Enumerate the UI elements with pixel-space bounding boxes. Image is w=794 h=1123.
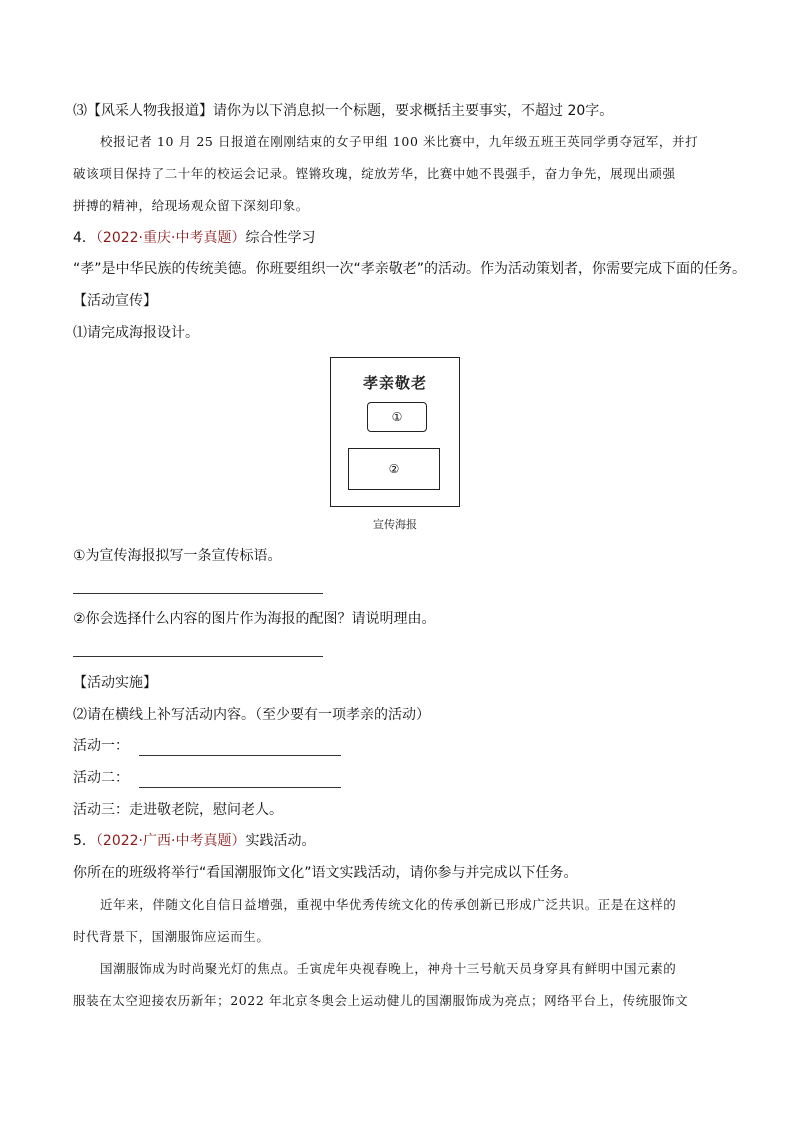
q3-news-line-2: 破该项目保持了二十年的校运会记录。铿锵玫瑰，绽放芳华，比赛中她不畏强手，奋力争先，展现出顽强: [73, 166, 676, 181]
q3-news-line-3: 拼搏的精神，给现场观众留下深刻印象。: [73, 198, 309, 213]
q5-topic: 实践活动。: [245, 833, 316, 849]
q4-number: 4．: [73, 230, 96, 246]
q5-source-close: ）: [231, 833, 246, 849]
q5-para1-line2: 时代背景下，国潮服饰应运而生。: [73, 929, 270, 944]
q5-number: 5．: [73, 833, 96, 849]
q4-sub1: ⑴请完成海报设计。: [73, 325, 199, 341]
activity-2-row: [73, 768, 341, 788]
q4-intro: “孝”是中华民族的传统美德。你班要组织一次“孝亲敬老”的活动。作为活动策划者，你需要完成下面的任务。: [73, 261, 747, 277]
q4-heading: [73, 228, 315, 248]
poster-title: 孝亲敬老: [362, 374, 427, 392]
poster-image-slot: [348, 448, 440, 490]
q5-intro: 你所在的班级将举行“看国潮服饰文化”语文实践活动，请你参与并完成以下任务。: [73, 865, 578, 881]
q4-source-open: （: [95, 230, 103, 246]
q5-source: 2022·广西·中考真题: [102, 833, 232, 849]
q5-para1-line1: 近年来，伴随文化自信日益增强，重视中华优秀传统文化的传承创新已形成广泛共识。正是在这样的: [100, 897, 677, 912]
activity-2-label: 活动二：: [73, 770, 129, 786]
poster-slogan-slot: [367, 402, 427, 432]
answer-line-1[interactable]: [73, 593, 323, 594]
q5-source-open: （: [95, 833, 103, 849]
activity-1-blank[interactable]: [139, 739, 341, 756]
activity-1-row: [73, 736, 341, 756]
answer-line-2[interactable]: [73, 656, 323, 657]
poster-figure: [330, 357, 460, 507]
q4-source-close: ）: [231, 230, 246, 246]
q5-para2-line1: 国潮服饰成为时尚聚光灯的焦点。壬寅虎年央视春晚上，神舟十三号航天员身穿具有鲜明中国元素的: [100, 961, 677, 976]
q4-item2: ②你会选择什么内容的图片作为海报的配图？请说明理由。: [73, 611, 436, 627]
q4-section-implementation: 【活动实施】: [73, 675, 157, 691]
q4-source: 2022·重庆·中考真题: [102, 230, 232, 246]
activity-2-blank[interactable]: [139, 771, 341, 788]
q4-section-publicity: 【活动宣传】: [73, 293, 157, 309]
q4-topic: 综合性学习: [245, 230, 316, 246]
poster-caption: 宣传海报: [373, 518, 417, 531]
activity-1-label: 活动一：: [73, 738, 129, 754]
q5-para2-line2: 服装在太空迎接农历新年；2022 年北京冬奥会上运动健儿的国潮服饰成为亮点；网络平台上，传统服饰文: [73, 993, 689, 1008]
q4-item1: ①为宣传海报拟写一条宣传标语。: [73, 548, 282, 564]
q5-heading: [73, 831, 315, 851]
q3-prompt: ⑶【风采人物我报道】请你为以下消息拟一个标题，要求概括主要事实，不超过 20字。: [73, 103, 614, 119]
poster-slot2-label: ②: [388, 462, 400, 476]
q3-news-line-1: 校报记者 10 月 25 日报道在刚刚结束的女子甲组 100 米比赛中，九年级五班王英同学勇夺冠军，并打: [100, 134, 699, 149]
activity-3: 活动三：走进敬老院，慰问老人。: [73, 802, 283, 818]
poster-slot1-label: ①: [391, 410, 403, 424]
q4-sub2: ⑵请在横线上补写活动内容。（至少要有一项孝亲的活动）: [73, 707, 430, 723]
